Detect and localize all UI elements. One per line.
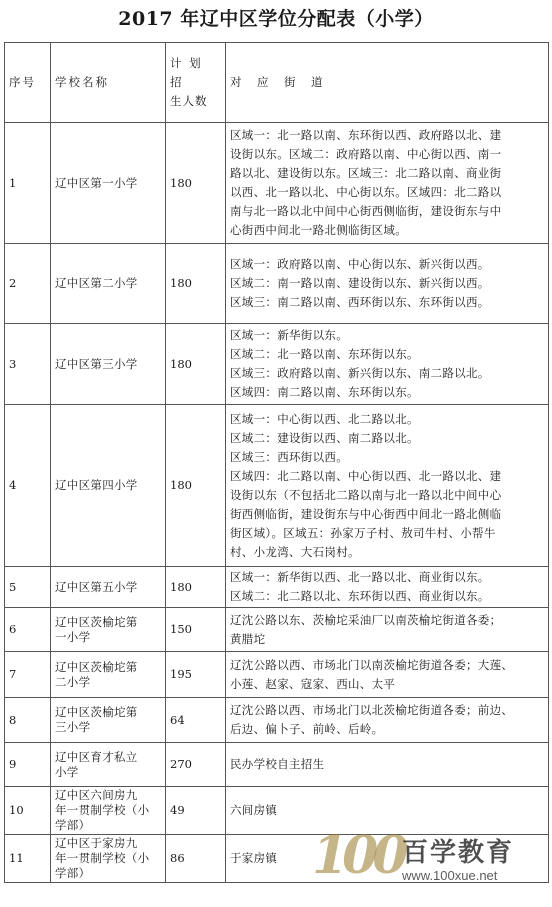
table-row (5, 698, 549, 743)
cell-school (51, 324, 166, 405)
cell-seq: 2 (5, 244, 51, 324)
cell-school (51, 244, 166, 324)
street-line: 区域一：新华街以西、北一路以北、商业街以东。 (230, 570, 490, 584)
page-title: 2017 年辽中区学位分配表（小学） (118, 8, 434, 30)
street-line: 区域三：西环街以西。 (230, 449, 348, 464)
cell-seq: 3 (5, 324, 51, 405)
cell-streets (226, 405, 549, 567)
school-name-line: 辽中区第二小学 (55, 276, 138, 290)
cell-count: 180 (166, 123, 226, 244)
street-line: 黄腊坨 (230, 631, 266, 646)
cell-seq: 7 (5, 652, 51, 698)
table-row (5, 567, 549, 608)
cell-school (51, 608, 166, 652)
cell-seq: 10 (5, 787, 51, 835)
cell-count: 270 (166, 743, 226, 787)
table-row (5, 244, 549, 324)
school-name-line: 辽中区茨榆坨第 (55, 659, 138, 674)
cell-school (51, 743, 166, 787)
street-line: 以西、北一路以北、中心街以东。区域四：北二路以 (230, 185, 502, 199)
street-line: 设街以东。区域二：政府路以南、中心街以西、南一 (230, 147, 502, 161)
school-name-line: 辽中区育才私立 (55, 749, 138, 764)
street-line: 区域三：政府路以南、新兴街以东、南二路以北。 (230, 366, 490, 380)
school-name-line: 二小学 (55, 674, 91, 689)
street-line: 区域二：北二路以北、东环街以西、商业街以东。 (230, 589, 490, 603)
header-count-line1: 计 划 招 (170, 56, 203, 89)
cell-school (51, 835, 166, 883)
header-school: 学校名称 (51, 43, 166, 123)
cell-seq: 9 (5, 743, 51, 787)
table-row (5, 405, 549, 567)
cell-streets (226, 123, 549, 244)
cell-streets (226, 743, 549, 787)
cell-seq: 8 (5, 698, 51, 743)
school-name-line: 辽中区茨榆坨第 (55, 705, 138, 719)
cell-count: 86 (166, 835, 226, 883)
street-line: 区域三：南二路以南、西环街以东、东环街以西。 (230, 295, 490, 309)
cell-streets (226, 324, 549, 405)
cell-school (51, 405, 166, 567)
street-line: 南与北一路以北中间中心街西侧临街，建设街东与中 (230, 204, 502, 218)
school-name-line: 辽中区第五小学 (55, 579, 138, 594)
cell-school (51, 698, 166, 743)
street-line: 区域一：政府路以南、中心街以东、新兴街以西。 (230, 257, 490, 271)
school-name-line: 年一贯制学校（小 (55, 851, 150, 865)
allocation-table (4, 42, 549, 883)
school-name-line: 年一贯制学校（小 (55, 803, 150, 817)
street-line: 区域二：建设街以西、南二路以北。 (230, 430, 419, 445)
cell-school (51, 787, 166, 835)
cell-count: 64 (166, 698, 226, 743)
cell-count: 150 (166, 608, 226, 652)
cell-count: 180 (166, 567, 226, 608)
cell-count: 180 (166, 405, 226, 567)
street-line: 区域一：新华街以东。 (230, 328, 348, 342)
street-line: 区域四：南二路以南、东环街以东。 (230, 385, 419, 399)
table-row (5, 324, 549, 405)
cell-seq: 11 (5, 835, 51, 883)
school-name-line: 一小学 (55, 629, 91, 644)
header-count (166, 43, 226, 123)
street-line: 区域一：中心街以西、北二路以北。 (230, 411, 419, 426)
street-line: 设街以东（不包括北二路以南与北一路以北中间中心 (230, 487, 502, 502)
street-line: 村、小龙湾、大石岗村。 (230, 544, 360, 559)
cell-school (51, 123, 166, 244)
cell-count: 180 (166, 324, 226, 405)
header-streets: 对 应 街 道 (226, 43, 549, 123)
cell-seq: 1 (5, 123, 51, 244)
table-row (5, 743, 549, 787)
school-name-line: 辽中区于家房九 (55, 836, 138, 850)
cell-streets (226, 652, 549, 698)
cell-count: 180 (166, 244, 226, 324)
street-line: 区域二：南一路以南、建设街以东、新兴街以西。 (230, 276, 490, 290)
table-header-row (5, 43, 549, 123)
street-line: 路以北、建设街以东。区域三：北二路以南、商业街 (230, 166, 502, 180)
watermark-logo (312, 826, 544, 898)
street-line: 心街西中间北一路北侧临街区域。 (230, 223, 407, 237)
cell-count: 195 (166, 652, 226, 698)
watermark-number: 100 (312, 825, 403, 886)
cell-streets (226, 244, 549, 324)
school-name-line: 辽中区茨榆坨第 (55, 614, 138, 629)
cell-seq: 6 (5, 608, 51, 652)
school-name-line: 辽中区第三小学 (55, 356, 138, 371)
watermark-name: 百学教育 (402, 838, 515, 868)
street-line: 区域四：北二路以南、中心街以西、北一路以北、建 (230, 468, 502, 483)
cell-streets (226, 698, 549, 743)
street-line: 区域一：北一路以南、东环街以西、政府路以北、建 (230, 128, 502, 142)
watermark-url: www.100xue.net (402, 868, 498, 883)
school-name-line: 辽中区六间房九 (55, 788, 138, 802)
school-name-line: 学部） (55, 818, 91, 832)
street-line: 六间房镇 (230, 803, 278, 817)
street-line: 辽沈公路以东、茨榆坨采油厂以南茨榆坨街道各委； (230, 612, 502, 627)
school-name-line: 辽中区第一小学 (55, 175, 138, 190)
header-count-line2: 生人数 (170, 94, 208, 108)
school-name-line: 辽中区第四小学 (55, 478, 138, 492)
table-row (5, 652, 549, 698)
cell-count: 49 (166, 787, 226, 835)
street-line: 街区域）。区域五：孙家万子村、敖司牛村、小帮牛 (230, 525, 496, 540)
school-name-line: 学部） (55, 866, 91, 880)
street-line: 小莲、赵家、寇家、西山、太平 (230, 676, 396, 691)
street-line: 辽沈公路以西、市场北门以北茨榆坨街道各委；前边、 (230, 703, 514, 717)
cell-school (51, 652, 166, 698)
cell-streets (226, 567, 549, 608)
header-seq: 序号 (5, 43, 51, 123)
school-name-line: 小学 (55, 764, 79, 779)
table-row (5, 123, 549, 244)
street-line: 民办学校自主招生 (230, 757, 325, 771)
street-line: 辽沈公路以西、市场北门以南茨榆坨街道各委；大莲、 (230, 657, 514, 672)
street-line: 区域二：北一路以南、东环街以东。 (230, 347, 419, 361)
cell-seq: 5 (5, 567, 51, 608)
street-line: 于家房镇 (230, 851, 278, 865)
cell-streets (226, 608, 549, 652)
cell-seq: 4 (5, 405, 51, 567)
street-line: 后边、偏卜子、前岭、后岭。 (230, 722, 384, 736)
table-row (5, 608, 549, 652)
street-line: 街西侧临街，建设街东与中心街西中间北一路北侧临 (230, 506, 502, 521)
school-name-line: 三小学 (55, 720, 91, 734)
cell-school (51, 567, 166, 608)
